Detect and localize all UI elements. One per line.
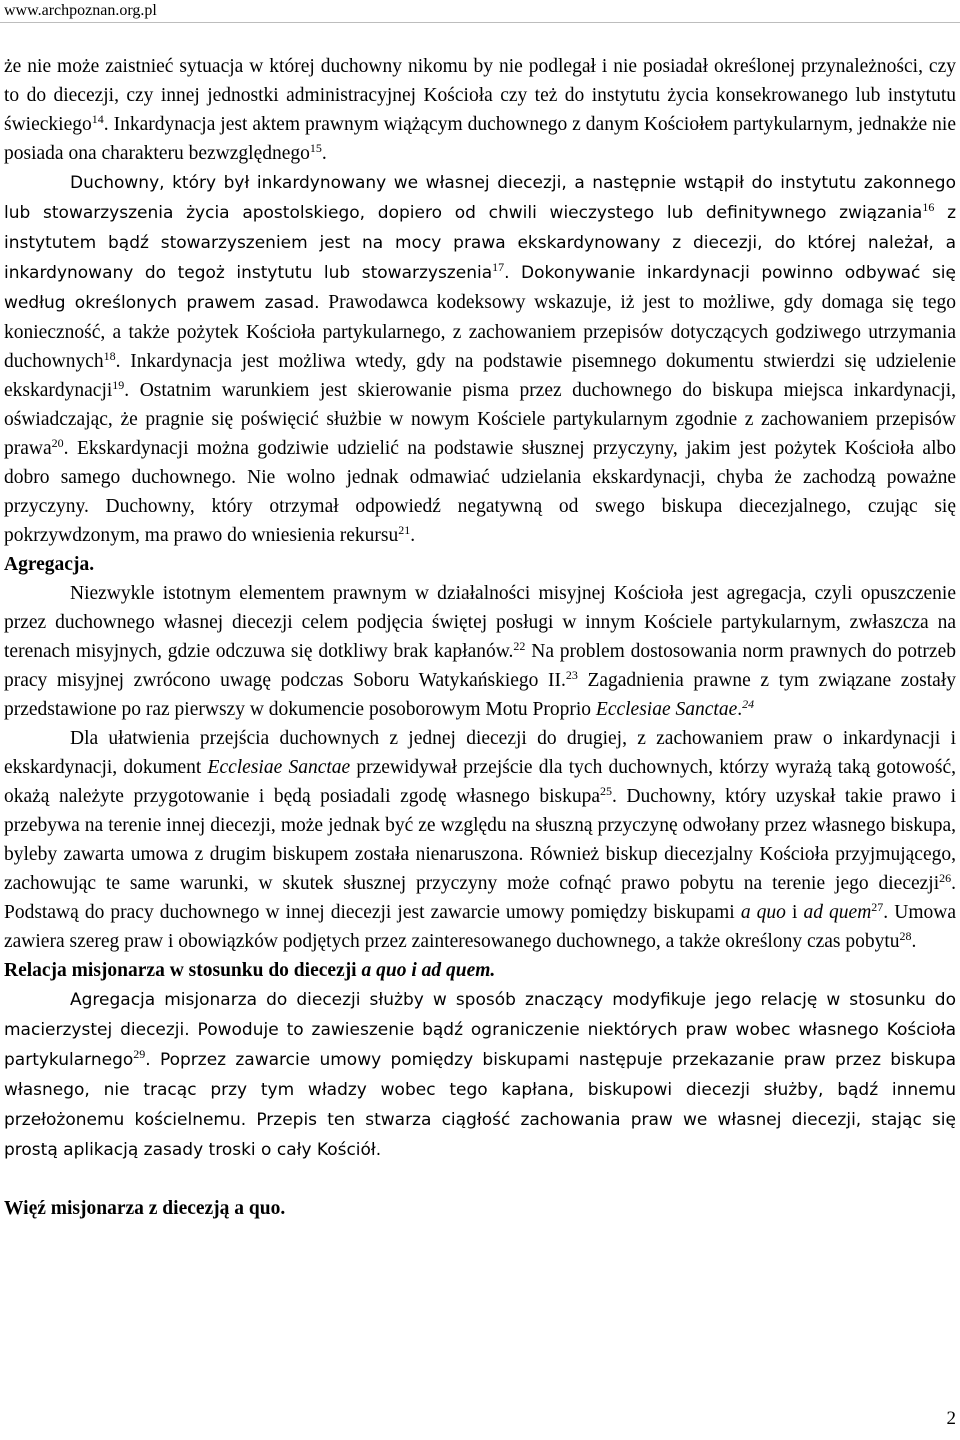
footnote-ref-16: 16 xyxy=(922,200,935,214)
paragraph-3 xyxy=(4,579,956,724)
text-segment: przewidywał przejście dla tych duchownych, którzy wyrażą taką gotowość, okażą należyte przygotowanie i będą posiadali zgodę własnego biskupa xyxy=(4,757,956,807)
text-segment: . Ekskardynacji można godziwie udzielić na podstawie słusznej przyczyny, jakim jest pożytek Kościoła albo dobro samego duchownego. Nie wolno jednak odmawiać udzielania ekskardynacji, chyba że zachodzą poważne przyczyny. Duchowny, który otrzymał odpowiedź negatywną od swego biskupa diecezjalnego, czując się pokrzywdzonym, ma prawo do wniesienia rekursu xyxy=(4,438,956,546)
footnote-ref-17: 17 xyxy=(492,260,505,274)
footnote-ref-26: 26 xyxy=(939,871,952,885)
latin-term-italic: a quo xyxy=(740,902,786,923)
text-segment: . Poprzez zawarcie umowy pomiędzy biskupami następuje przekazanie praw przez biskupa własnego, nie tracąc przy tym władzy wobec tego kapłana, biskupowi diecezji służby, bądź innemu przełożonemu kościelnemu. Przepis ten stwarza ciągłość zachowania praw we własnej diecezji, stając się prostą aplikacją zasady troski o cały Kościół. xyxy=(4,1050,956,1160)
footnote-ref-27: 27 xyxy=(871,900,884,914)
text-segment: . Inkardynacja jest możliwa wtedy, gdy na podstawie pisemnego dokumentu stwierdzi się udzielenie ekskardynacji xyxy=(4,351,956,401)
paragraph-2 xyxy=(4,168,956,550)
text-segment: . Ostatnim warunkiem jest skierowanie pisma przez duchownego do biskupa miejsca inkardynacji, oświadczając, że pragnie się poświęcić służbie w nowym Kościele partykularnym zgodnie z zachowaniem przepisów prawa xyxy=(4,380,956,459)
text-segment: . Umowa zawiera szereg praw i obowiązków podjętych przez zainteresowanego duchownego, a także określony czas pobytu xyxy=(4,902,956,952)
heading-wiez: Więź misjonarza z diecezją a quo. xyxy=(4,1198,286,1219)
text-segment: . xyxy=(410,525,416,546)
page-header-url: www.archpoznan.org.pl xyxy=(4,2,157,19)
text-segment: Niezwykle istotnym elementem prawnym w działalności misyjnej Kościoła jest agregacja, czyli opuszczenie przez duchownego własnej diecezji celem podjęcia świętej posługi w innym Kościele partykularnym, zwłaszcza na terenach misyjnych, gdzie odczuwa się dotkliwy brak kapłanów. xyxy=(4,583,956,662)
text-segment: że nie może zaistnieć sytuacja w której duchowny nikomu by nie podlegał i nie posiadał określonej przynależności, czy to do diecezji, czy innej jednostki administracyjnej Kościoła czy też do instytutu życia konsekrowanego lub instytutu świeckiego xyxy=(4,56,956,135)
footnote-ref-24: 24 xyxy=(742,697,755,711)
document-title-italic: Ecclesiae Sanctae xyxy=(595,699,738,720)
text-segment: Dla ułatwienia przejścia duchownych z jednej diecezji do drugiej, z zachowaniem praw o inkardynacji i ekskardynacji, dokument xyxy=(4,728,956,778)
footnote-ref-25: 25 xyxy=(600,784,613,798)
paragraph-1 xyxy=(4,52,956,168)
page-number: 2 xyxy=(946,1408,956,1429)
text-segment: . Dokonywanie inkardynacji powinno odbywać się według określonych prawem zasad. xyxy=(4,263,956,313)
heading-italic: a quo i ad quem. xyxy=(361,960,496,981)
document-title-italic: Ecclesiae Sanctae xyxy=(207,757,351,778)
footnote-ref-18: 18 xyxy=(103,349,116,363)
footnote-ref-23: 23 xyxy=(565,668,578,682)
header-rule xyxy=(0,22,960,23)
footnote-ref-21: 21 xyxy=(398,523,411,537)
text-segment: Prawodawca kodeksowy wskazuje, iż jest to możliwe, gdy domaga się tego konieczność, a także pożytek Kościoła partykularnego, z zachowaniem przepisów dotyczących godziwego utrzymania duchownych xyxy=(4,292,957,372)
blank-line xyxy=(4,1165,956,1194)
latin-term-italic: ad quem xyxy=(803,902,872,923)
text-segment: i xyxy=(785,902,804,923)
footnote-ref-22: 22 xyxy=(513,639,526,653)
text-segment: . xyxy=(737,699,743,720)
footnote-ref-28: 28 xyxy=(899,929,912,943)
text-segment: Na problem dostosowania norm prawnych do potrzeb pracy misyjnej zwrócono uwagę podczas Soboru Watykańskiego II. xyxy=(4,641,956,691)
text-segment: . Inkardynacja jest aktem prawnym wiążącym duchownego z danym Kościołem partykularnym, jednakże nie posiada ona charakteru bezwzględnego xyxy=(4,114,956,164)
text-segment: . Duchowny, który uzyskał takie prawo i przebywa na terenie innej diecezji, może jednak być ze względu na słuszną przyczynę odwołany przez własnego biskupa, byleby zawarta umowa z drugim biskupem została nienaruszona. Również biskup diecezjalny Kościoła przyjmującego, zachowując te same warunki, w skutek słusznej przyczyny może cofnąć prawo pobytu na terenie jego diecezji xyxy=(4,786,957,894)
text-segment: . xyxy=(911,931,917,952)
text-segment: . xyxy=(321,143,327,164)
footnote-ref-20: 20 xyxy=(51,436,64,450)
paragraph-4 xyxy=(4,724,956,956)
footnote-ref-29: 29 xyxy=(133,1047,146,1061)
footnote-ref-19: 19 xyxy=(112,378,125,392)
footnote-ref-14: 14 xyxy=(91,112,104,126)
footnote-ref-15: 15 xyxy=(309,141,322,155)
text-segment: z instytutem bądź stowarzyszeniem jest na mocy prawa ekskardynowany z diecezji, do której należał, a inkardynowany do tegoż instytutu lub stowarzyszenia xyxy=(4,203,956,283)
text-segment: . Podstawą do pracy duchownego w innej diecezji jest zawarcie umowy pomiędzy biskupami xyxy=(4,873,956,923)
heading-agregacja: Agregacja. xyxy=(4,554,95,575)
heading-relacja xyxy=(4,956,956,985)
document-body xyxy=(4,52,956,1223)
text-segment: Agregacja misjonarza do diecezji służby w sposób znaczący modyfikuje jego relację w stosunku do macierzystej diecezji. Powoduje to zawieszenie bądź ograniczenie niektórych praw wobec własnego Kościoła partykularnego xyxy=(4,990,956,1070)
paragraph-5 xyxy=(4,985,956,1165)
heading-text: Relacja misjonarza w stosunku do diecezji xyxy=(4,960,362,981)
text-segment: Duchowny, który był inkardynowany we własnej diecezji, a następnie wstąpił do instytutu zakonnego lub stowarzyszenia życia apostolskiego, dopiero od chwili wieczystego lub definitywnego związania xyxy=(4,173,956,223)
text-segment: Zagadnienia prawne z tym związane zostały przedstawione po raz pierwszy w dokumencie posoborowym Motu Proprio xyxy=(4,670,956,720)
